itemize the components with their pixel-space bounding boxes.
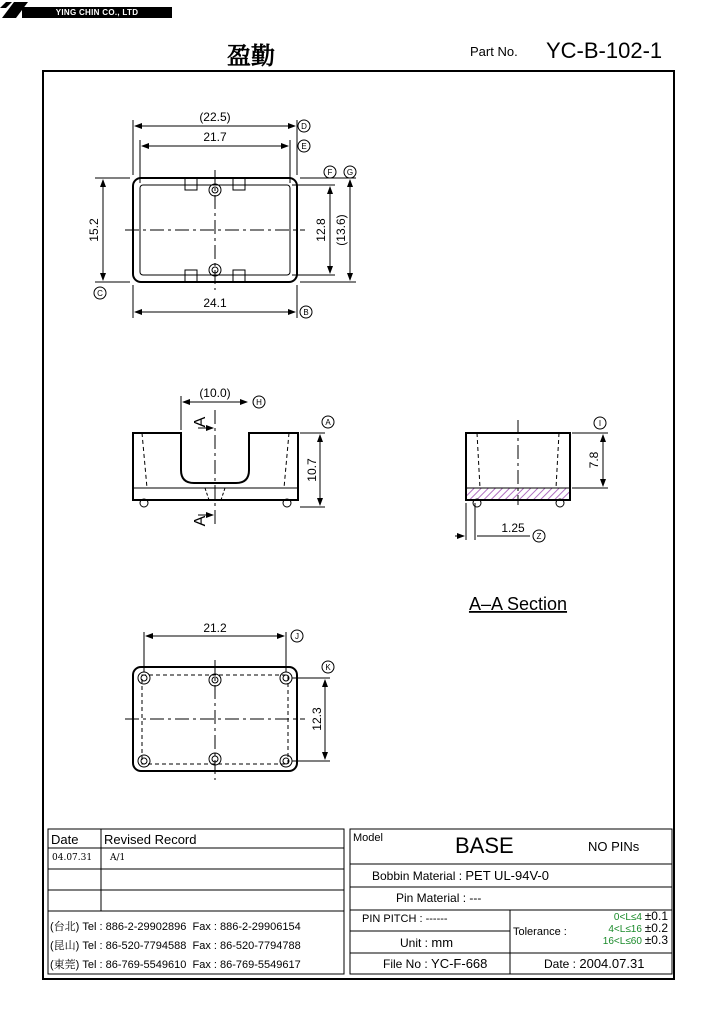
contact-row xyxy=(50,956,301,972)
company-name-cn: 盈勤 xyxy=(227,41,275,70)
section-mark-bottom: A xyxy=(192,515,209,527)
contact-tel: Tel : 886-2-29902896 xyxy=(82,921,187,933)
bottom-view xyxy=(125,630,334,780)
ref-z: Z xyxy=(536,532,542,541)
ref-c: C xyxy=(97,289,103,298)
tolerance-value: ±0.3 xyxy=(644,933,668,947)
contact-city: (昆山) xyxy=(50,940,80,952)
file-no xyxy=(383,956,487,971)
pin-pitch-value: ------ xyxy=(425,913,448,925)
contact-tel: Tel : 86-520-7794588 xyxy=(82,940,187,952)
drawing-date xyxy=(544,956,644,971)
ref-g: G xyxy=(346,168,354,177)
pin-material xyxy=(396,891,481,905)
dim-top-13-6: (13.6) xyxy=(334,214,348,246)
dim-section-1-25: 1.25 xyxy=(501,521,525,535)
dim-bottom-12-3: 12.3 xyxy=(310,707,324,731)
revision-row-record: A/1 xyxy=(110,853,126,863)
tolerance-range: 16<L≤60 xyxy=(602,936,642,947)
unit-label: Unit : xyxy=(400,936,429,950)
part-no-label: Part No. xyxy=(470,44,518,59)
dim-top-22-5: (22.5) xyxy=(199,110,231,124)
contact-fax: Fax : 86-769-5549617 xyxy=(192,959,301,971)
contact-row xyxy=(50,918,301,934)
tolerance-range: 0<L≤4 xyxy=(613,912,642,923)
date-label: Date : xyxy=(544,957,577,971)
bobbin-material-label: Bobbin Material : xyxy=(372,869,463,883)
tolerance-value: ±0.1 xyxy=(644,909,668,923)
part-no-value: YC-B-102-1 xyxy=(546,38,663,63)
section-title: A–A Section xyxy=(468,594,568,614)
contact-row xyxy=(50,937,301,953)
side-view xyxy=(133,396,334,525)
ref-a: A xyxy=(325,418,331,427)
ref-b: B xyxy=(303,308,309,317)
dim-top-12-8: 12.8 xyxy=(314,218,328,242)
dim-top-24-1: 24.1 xyxy=(203,296,227,310)
ref-f: F xyxy=(327,168,333,177)
dim-top-15-2: 15.2 xyxy=(87,218,101,242)
unit xyxy=(400,935,453,950)
dim-top-21-7: 21.7 xyxy=(203,130,227,144)
tolerance-row xyxy=(582,935,668,947)
contact-city: (東莞) xyxy=(50,959,80,971)
ref-j: J xyxy=(295,632,299,641)
dim-side-10-7: 10.7 xyxy=(305,458,319,482)
tolerance-range: 4<L≤16 xyxy=(608,924,642,935)
contact-fax: Fax : 86-520-7794788 xyxy=(192,940,301,952)
section-mark-top: A xyxy=(192,416,209,428)
bobbin-material-value: PET UL-94V-0 xyxy=(465,868,549,883)
bobbin-material xyxy=(372,868,549,883)
revision-record-header: Revised Record xyxy=(104,832,197,847)
ref-d: D xyxy=(301,122,307,131)
tolerance-label: Tolerance : xyxy=(513,926,567,938)
contact-tel: Tel : 86-769-5549610 xyxy=(82,959,187,971)
revision-date-header: Date xyxy=(51,832,79,847)
contact-fax: Fax : 886-2-29906154 xyxy=(192,921,301,933)
file-no-label: File No : xyxy=(383,957,428,971)
pin-material-value: --- xyxy=(469,891,482,905)
section-view xyxy=(455,417,608,542)
dim-bottom-21-2: 21.2 xyxy=(203,621,227,635)
file-no-value: YC-F-668 xyxy=(431,956,488,971)
pin-pitch xyxy=(362,913,448,925)
pins-value: NO PINs xyxy=(588,839,640,854)
ref-h: H xyxy=(256,398,262,407)
contact-city: (台北) xyxy=(50,921,80,933)
date-value: 2004.07.31 xyxy=(579,956,645,971)
dim-section-7-8: 7.8 xyxy=(587,451,601,469)
tolerance-value: ±0.2 xyxy=(644,921,668,935)
company-name-en: YING CHIN CO., LTD xyxy=(22,7,172,18)
model-value: BASE xyxy=(455,833,514,858)
pin-pitch-label: PIN PITCH : xyxy=(362,913,423,925)
ref-i: I xyxy=(598,419,602,428)
ref-k: K xyxy=(325,663,331,672)
unit-value: mm xyxy=(431,935,454,950)
dim-side-10-0: (10.0) xyxy=(199,386,231,400)
revision-row-date: 04.07.31 xyxy=(52,853,93,863)
model-label: Model xyxy=(353,832,383,844)
pin-material-label: Pin Material : xyxy=(396,891,467,905)
ref-e: E xyxy=(301,142,307,151)
tolerance-table xyxy=(582,911,668,947)
